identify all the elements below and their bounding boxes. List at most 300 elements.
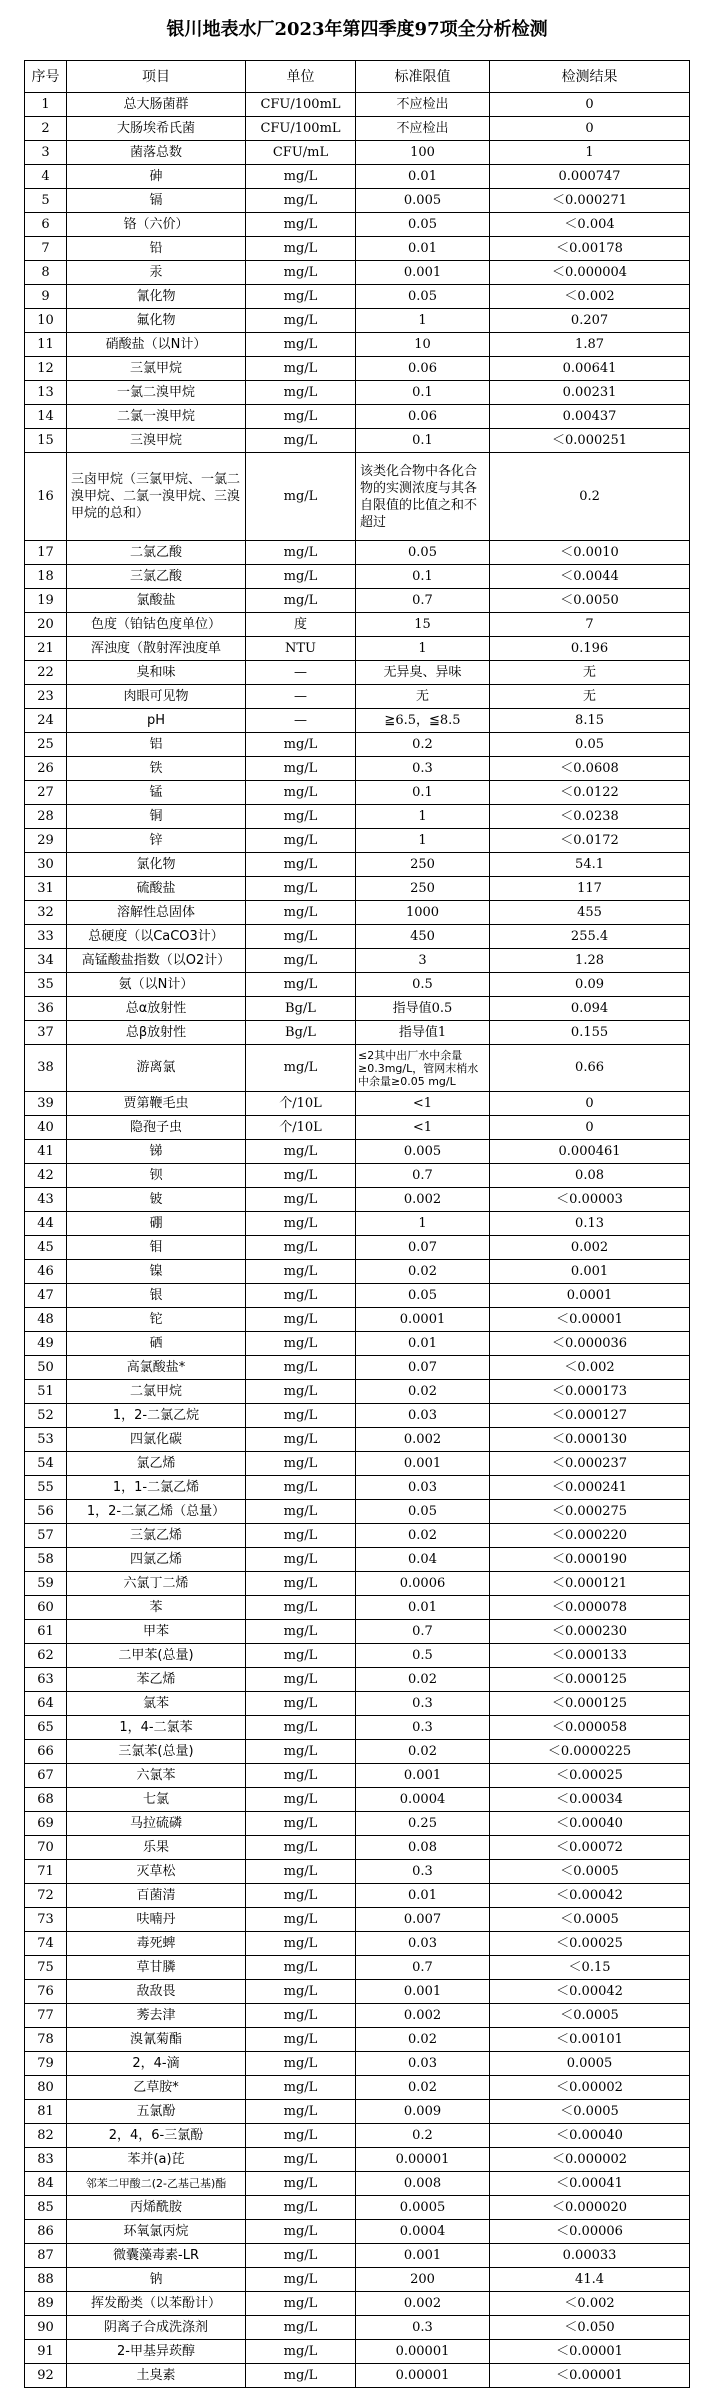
row-unit: —: [246, 685, 356, 709]
row-no: 77: [25, 2004, 67, 2028]
row-limit: 0.02: [356, 1380, 490, 1404]
row-item: 砷: [67, 165, 246, 189]
row-item: 铅: [67, 237, 246, 261]
row-limit: 0.08: [356, 1836, 490, 1860]
row-result: 1: [490, 141, 690, 165]
row-unit: mg/L: [246, 333, 356, 357]
row-no: 90: [25, 2316, 67, 2340]
row-unit: mg/L: [246, 285, 356, 309]
row-no: 57: [25, 1524, 67, 1548]
row-limit: 0.7: [356, 589, 490, 613]
row-limit: 0.07: [356, 1356, 490, 1380]
row-result: 0.05: [490, 733, 690, 757]
row-item: 硝酸盐（以N计）: [67, 333, 246, 357]
row-item: 氯苯: [67, 1692, 246, 1716]
row-no: 88: [25, 2268, 67, 2292]
row-limit: 0.001: [356, 261, 490, 285]
row-result: ＜0.000127: [490, 1404, 690, 1428]
row-limit: 0.002: [356, 1428, 490, 1452]
row-unit: mg/L: [246, 1908, 356, 1932]
table-row: [25, 925, 690, 949]
table-row: [25, 1380, 690, 1404]
row-result: ＜0.00003: [490, 1188, 690, 1212]
row-no: 40: [25, 1116, 67, 1140]
row-no: 65: [25, 1716, 67, 1740]
row-limit: 0.02: [356, 2028, 490, 2052]
row-item: 铁: [67, 757, 246, 781]
table-row: [25, 381, 690, 405]
row-unit: mg/L: [246, 2292, 356, 2316]
row-item: pH: [67, 709, 246, 733]
row-result: ＜0.0122: [490, 781, 690, 805]
row-item: 总α放射性: [67, 997, 246, 1021]
row-item: 溶解性总固体: [67, 901, 246, 925]
row-result: 1.87: [490, 333, 690, 357]
table-row: [25, 757, 690, 781]
row-unit: mg/L: [246, 429, 356, 453]
row-unit: mg/L: [246, 973, 356, 997]
row-unit: mg/L: [246, 261, 356, 285]
table-row: [25, 357, 690, 381]
table-row: [25, 405, 690, 429]
table-row: [25, 1236, 690, 1260]
row-item: 总β放射性: [67, 1021, 246, 1045]
table-row: [25, 1692, 690, 1716]
row-no: 5: [25, 189, 67, 213]
row-no: 92: [25, 2364, 67, 2388]
row-result: ＜0.002: [490, 2292, 690, 2316]
row-item: 隐孢子虫: [67, 1116, 246, 1140]
header-unit: 单位: [246, 61, 356, 93]
row-unit: mg/L: [246, 1236, 356, 1260]
row-limit: 0.01: [356, 237, 490, 261]
header-no: 序号: [25, 61, 67, 93]
row-no: 79: [25, 2052, 67, 2076]
row-unit: mg/L: [246, 1596, 356, 1620]
row-limit: 0.008: [356, 2172, 490, 2196]
table-row: [25, 1764, 690, 1788]
row-unit: mg/L: [246, 2268, 356, 2292]
row-result: ＜0.0238: [490, 805, 690, 829]
row-result: 0.000747: [490, 165, 690, 189]
row-limit: 该类化合物中各化合物的实测浓度与其各自限值的比值之和不超过: [356, 453, 490, 541]
row-item: 总硬度（以CaCO3计）: [67, 925, 246, 949]
row-result: ＜0.0005: [490, 1860, 690, 1884]
row-no: 67: [25, 1764, 67, 1788]
row-result: 0.207: [490, 309, 690, 333]
row-limit: 0.25: [356, 1812, 490, 1836]
table-row: [25, 2148, 690, 2172]
row-result: ＜0.00001: [490, 2364, 690, 2388]
table-row: [25, 1524, 690, 1548]
row-no: 33: [25, 925, 67, 949]
row-limit: 不应检出: [356, 93, 490, 117]
table-row: [25, 1548, 690, 1572]
row-limit: 0.3: [356, 1860, 490, 1884]
row-result: ＜0.002: [490, 1356, 690, 1380]
row-result: ＜0.0608: [490, 757, 690, 781]
row-item: 三卤甲烷（三氯甲烷、一氯二溴甲烷、二氯一溴甲烷、三溴甲烷的总和）: [67, 453, 246, 541]
row-limit: 0.05: [356, 285, 490, 309]
row-limit: 不应检出: [356, 117, 490, 141]
row-no: 76: [25, 1980, 67, 2004]
table-row: [25, 1260, 690, 1284]
row-item: 2，4，6-三氯酚: [67, 2124, 246, 2148]
table-row: [25, 2244, 690, 2268]
row-limit: 100: [356, 141, 490, 165]
row-result: ＜0.0005: [490, 2100, 690, 2124]
row-limit: 1: [356, 1212, 490, 1236]
row-unit: 个/10L: [246, 1116, 356, 1140]
row-no: 36: [25, 997, 67, 1021]
row-unit: mg/L: [246, 2364, 356, 2388]
row-result: 0.094: [490, 997, 690, 1021]
table-row: [25, 2220, 690, 2244]
row-item: 乐果: [67, 1836, 246, 1860]
table-row: [25, 213, 690, 237]
table-row: [25, 637, 690, 661]
table-row: [25, 949, 690, 973]
row-no: 62: [25, 1644, 67, 1668]
table-row: [25, 2268, 690, 2292]
table-row: [25, 141, 690, 165]
row-unit: mg/L: [246, 2172, 356, 2196]
table-row: [25, 1452, 690, 1476]
row-item: 铬（六价）: [67, 213, 246, 237]
row-result: ＜0.050: [490, 2316, 690, 2340]
row-unit: mg/L: [246, 2100, 356, 2124]
row-unit: mg/L: [246, 733, 356, 757]
row-result: 1.28: [490, 949, 690, 973]
row-no: 82: [25, 2124, 67, 2148]
row-item: 草甘膦: [67, 1956, 246, 1980]
row-unit: mg/L: [246, 1308, 356, 1332]
row-item: 锑: [67, 1140, 246, 1164]
row-item: 毒死蜱: [67, 1932, 246, 1956]
row-result: ＜0.000220: [490, 1524, 690, 1548]
row-no: 87: [25, 2244, 67, 2268]
row-result: ＜0.00101: [490, 2028, 690, 2052]
row-result: ＜0.00040: [490, 1812, 690, 1836]
row-unit: NTU: [246, 637, 356, 661]
row-limit: 无异臭、异味: [356, 661, 490, 685]
row-result: ＜0.000036: [490, 1332, 690, 1356]
table-row: [25, 901, 690, 925]
row-result: ＜0.000058: [490, 1716, 690, 1740]
row-no: 59: [25, 1572, 67, 1596]
row-no: 10: [25, 309, 67, 333]
row-no: 23: [25, 685, 67, 709]
row-no: 16: [25, 453, 67, 541]
row-item: 色度（铂钴色度单位）: [67, 613, 246, 637]
row-unit: mg/L: [246, 925, 356, 949]
row-no: 32: [25, 901, 67, 925]
row-limit: 0.02: [356, 1524, 490, 1548]
row-result: ＜0.000133: [490, 1644, 690, 1668]
row-unit: mg/L: [246, 1356, 356, 1380]
row-item: 莠去津: [67, 2004, 246, 2028]
row-limit: 0.002: [356, 2004, 490, 2028]
row-result: ＜0.000125: [490, 1692, 690, 1716]
row-unit: mg/L: [246, 1284, 356, 1308]
row-result: 117: [490, 877, 690, 901]
row-unit: mg/L: [246, 1428, 356, 1452]
row-unit: mg/L: [246, 2220, 356, 2244]
table-row: [25, 589, 690, 613]
row-result: 0.00231: [490, 381, 690, 405]
header-result: 检测结果: [490, 61, 690, 93]
row-item: 灭草松: [67, 1860, 246, 1884]
row-item: 三氯乙酸: [67, 565, 246, 589]
row-unit: mg/L: [246, 2004, 356, 2028]
row-unit: Bg/L: [246, 997, 356, 1021]
row-item: 微囊藻毒素-LR: [67, 2244, 246, 2268]
table-row: [25, 685, 690, 709]
row-no: 56: [25, 1500, 67, 1524]
row-item: 硒: [67, 1332, 246, 1356]
row-unit: mg/L: [246, 1548, 356, 1572]
row-item: 一氯二溴甲烷: [67, 381, 246, 405]
row-result: ＜0.0050: [490, 589, 690, 613]
row-unit: mg/L: [246, 565, 356, 589]
row-item: 1，4-二氯苯: [67, 1716, 246, 1740]
row-unit: mg/L: [246, 1956, 356, 1980]
header-limit: 标准限值: [356, 61, 490, 93]
table-row: [25, 1836, 690, 1860]
table-row: [25, 309, 690, 333]
row-unit: mg/L: [246, 381, 356, 405]
row-result: ＜0.000190: [490, 1548, 690, 1572]
row-item: 镉: [67, 189, 246, 213]
row-item: 七氯: [67, 1788, 246, 1812]
row-item: 铍: [67, 1188, 246, 1212]
row-limit: 0.0004: [356, 1788, 490, 1812]
analysis-table: [24, 0, 690, 2388]
table-row: [25, 877, 690, 901]
row-unit: mg/L: [246, 453, 356, 541]
row-limit: 0.02: [356, 1740, 490, 1764]
row-result: 无: [490, 661, 690, 685]
row-no: 75: [25, 1956, 67, 1980]
table-row: [25, 285, 690, 309]
row-limit: 0.3: [356, 1716, 490, 1740]
row-limit: 1000: [356, 901, 490, 925]
row-no: 51: [25, 1380, 67, 1404]
header-row: [25, 61, 690, 93]
row-limit: 0.02: [356, 1668, 490, 1692]
row-unit: mg/L: [246, 1380, 356, 1404]
row-no: 83: [25, 2148, 67, 2172]
row-limit: 250: [356, 877, 490, 901]
row-result: ＜0.00025: [490, 1932, 690, 1956]
row-item: 丙烯酰胺: [67, 2196, 246, 2220]
row-unit: mg/L: [246, 2316, 356, 2340]
row-unit: mg/L: [246, 1188, 356, 1212]
row-limit: 10: [356, 333, 490, 357]
row-item: 肉眼可见物: [67, 685, 246, 709]
row-limit: 200: [356, 2268, 490, 2292]
row-no: 64: [25, 1692, 67, 1716]
table-row: [25, 1644, 690, 1668]
row-result: ＜0.000020: [490, 2196, 690, 2220]
row-limit: 0.0006: [356, 1572, 490, 1596]
row-item: 阴离子合成洗涤剂: [67, 2316, 246, 2340]
table-row: [25, 2196, 690, 2220]
row-unit: mg/L: [246, 2124, 356, 2148]
row-unit: mg/L: [246, 805, 356, 829]
row-result: ＜0.0172: [490, 829, 690, 853]
row-no: 85: [25, 2196, 67, 2220]
row-limit: ≤2其中出厂水中余量≥0.3mg/L，管网末梢水中余量≥0.05 mg/L: [356, 1045, 490, 1092]
row-no: 38: [25, 1045, 67, 1092]
row-result: 0.2: [490, 453, 690, 541]
table-row: [25, 1021, 690, 1045]
row-item: 锌: [67, 829, 246, 853]
row-item: 土臭素: [67, 2364, 246, 2388]
row-item: 银: [67, 1284, 246, 1308]
row-item: 高氯酸盐*: [67, 1356, 246, 1380]
row-limit: ≧6.5，≦8.5: [356, 709, 490, 733]
row-result: ＜0.0010: [490, 541, 690, 565]
row-no: 22: [25, 661, 67, 685]
row-result: ＜0.00034: [490, 1788, 690, 1812]
row-result: 0.09: [490, 973, 690, 997]
row-item: 氰化物: [67, 285, 246, 309]
row-no: 60: [25, 1596, 67, 1620]
row-limit: 0.01: [356, 1596, 490, 1620]
row-item: 钡: [67, 1164, 246, 1188]
row-item: 臭和味: [67, 661, 246, 685]
row-no: 6: [25, 213, 67, 237]
row-result: ＜0.00041: [490, 2172, 690, 2196]
row-item: 苯: [67, 1596, 246, 1620]
row-result: ＜0.00001: [490, 1308, 690, 1332]
table-row: [25, 1476, 690, 1500]
table-row: [25, 829, 690, 853]
row-result: 0: [490, 117, 690, 141]
row-result: 7: [490, 613, 690, 637]
table-row: [25, 2052, 690, 2076]
row-limit: 0.7: [356, 1620, 490, 1644]
table-row: [25, 1812, 690, 1836]
row-no: 73: [25, 1908, 67, 1932]
table-row: [25, 1740, 690, 1764]
row-item: 镍: [67, 1260, 246, 1284]
row-limit: 0.07: [356, 1236, 490, 1260]
row-limit: <1: [356, 1092, 490, 1116]
row-no: 74: [25, 1932, 67, 1956]
row-unit: mg/L: [246, 1212, 356, 1236]
table-row: [25, 1668, 690, 1692]
table-row: [25, 1596, 690, 1620]
row-limit: 0.05: [356, 541, 490, 565]
row-limit: 0.01: [356, 1884, 490, 1908]
row-limit: <1: [356, 1116, 490, 1140]
row-result: 0.13: [490, 1212, 690, 1236]
table-row: [25, 1092, 690, 1116]
row-unit: mg/L: [246, 1620, 356, 1644]
row-unit: mg/L: [246, 1500, 356, 1524]
row-result: 0.000461: [490, 1140, 690, 1164]
table-row: [25, 2076, 690, 2100]
row-result: ＜0.000130: [490, 1428, 690, 1452]
row-no: 15: [25, 429, 67, 453]
row-limit: 0.2: [356, 733, 490, 757]
row-result: 41.4: [490, 2268, 690, 2292]
table-row: [25, 541, 690, 565]
row-unit: mg/L: [246, 1884, 356, 1908]
row-item: 敌敌畏: [67, 1980, 246, 2004]
row-item: 六氯丁二烯: [67, 1572, 246, 1596]
row-no: 8: [25, 261, 67, 285]
row-unit: mg/L: [246, 1980, 356, 2004]
row-limit: 0.00001: [356, 2340, 490, 2364]
table-row: [25, 2364, 690, 2388]
row-limit: 0.3: [356, 1692, 490, 1716]
row-item: 高锰酸盐指数（以O2计）: [67, 949, 246, 973]
row-no: 2: [25, 117, 67, 141]
row-item: 氯乙烯: [67, 1452, 246, 1476]
row-no: 53: [25, 1428, 67, 1452]
row-limit: 0.02: [356, 2076, 490, 2100]
row-item: 2，4-滴: [67, 2052, 246, 2076]
table-row: [25, 613, 690, 637]
row-no: 39: [25, 1092, 67, 1116]
row-limit: 0.3: [356, 2316, 490, 2340]
row-item: 呋喃丹: [67, 1908, 246, 1932]
row-result: ＜0.002: [490, 285, 690, 309]
table-row: [25, 1860, 690, 1884]
row-no: 81: [25, 2100, 67, 2124]
row-result: ＜0.004: [490, 213, 690, 237]
row-no: 21: [25, 637, 67, 661]
table-row: [25, 1188, 690, 1212]
row-unit: mg/L: [246, 189, 356, 213]
row-unit: mg/L: [246, 165, 356, 189]
row-item: 乙草胺*: [67, 2076, 246, 2100]
row-item: 三氯苯(总量): [67, 1740, 246, 1764]
row-item: 四氯乙烯: [67, 1548, 246, 1572]
row-unit: mg/L: [246, 589, 356, 613]
table-row: [25, 1428, 690, 1452]
row-unit: mg/L: [246, 2340, 356, 2364]
row-result: ＜0.00025: [490, 1764, 690, 1788]
row-no: 11: [25, 333, 67, 357]
row-item: 二氯一溴甲烷: [67, 405, 246, 429]
row-unit: —: [246, 709, 356, 733]
row-limit: 0.00001: [356, 2148, 490, 2172]
row-unit: 个/10L: [246, 1092, 356, 1116]
row-no: 48: [25, 1308, 67, 1332]
table-row: [25, 1884, 690, 1908]
table-row: [25, 1212, 690, 1236]
row-limit: 0.5: [356, 1644, 490, 1668]
row-limit: 0.03: [356, 1476, 490, 1500]
row-unit: Bg/L: [246, 1021, 356, 1045]
row-unit: mg/L: [246, 213, 356, 237]
row-limit: 1: [356, 637, 490, 661]
row-no: 12: [25, 357, 67, 381]
row-result: ＜0.000125: [490, 1668, 690, 1692]
row-limit: 0.5: [356, 973, 490, 997]
row-result: 0.00641: [490, 357, 690, 381]
row-result: ＜0.000173: [490, 1380, 690, 1404]
row-unit: mg/L: [246, 357, 356, 381]
row-result: 0.66: [490, 1045, 690, 1092]
row-unit: mg/L: [246, 2028, 356, 2052]
row-limit: 0.7: [356, 1956, 490, 1980]
row-result: 0.00033: [490, 2244, 690, 2268]
